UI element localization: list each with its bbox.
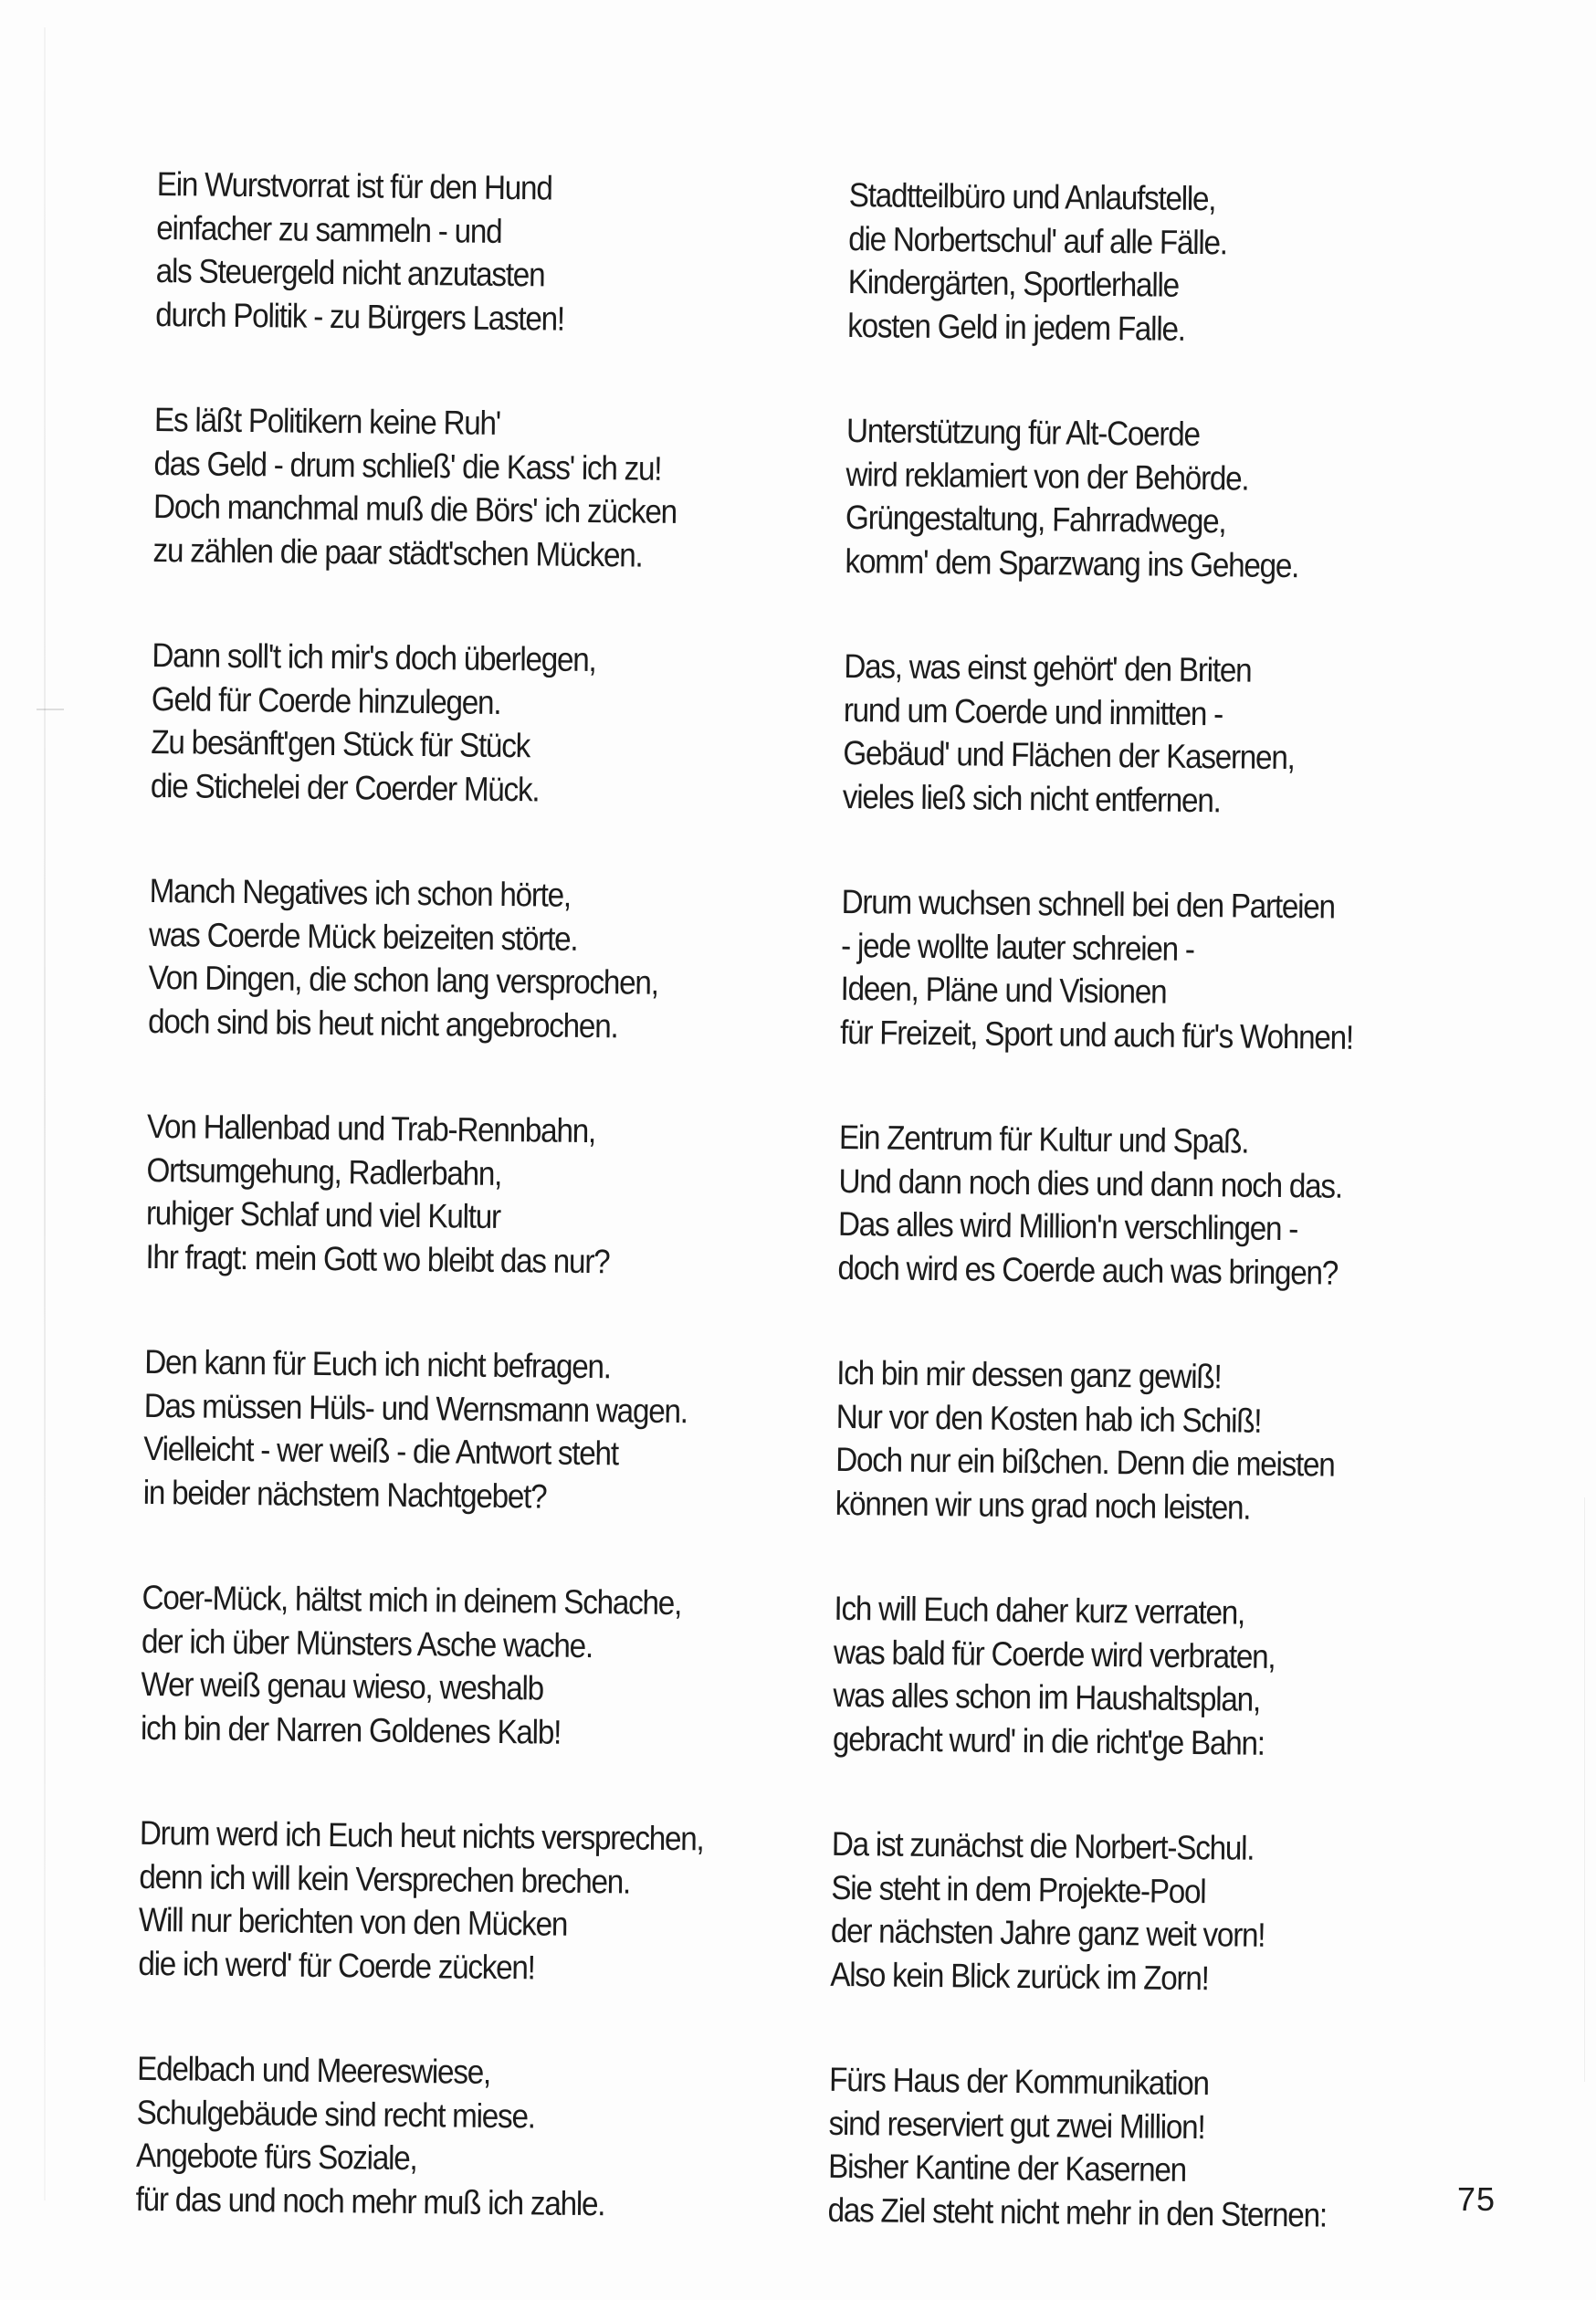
stanza [143, 1340, 803, 1521]
verse-line: Vielleicht - wer weiß - die Antwort steht [143, 1429, 619, 1473]
verse-line: Angebote fürs Soziale, [135, 2136, 417, 2178]
verse-line: Doch manchmal muß die Börs' ich zücken [152, 487, 677, 530]
verse-line: Ideen, Pläne und Visionen [840, 969, 1167, 1011]
verse-line: denn ich will kein Versprechen brechen. [139, 1857, 631, 1901]
stanza [827, 2058, 1486, 2239]
stanza [138, 1812, 797, 1992]
verse-line: doch wird es Coerde auch was bringen? [837, 1248, 1339, 1292]
verse-line: das Geld - drum schließ' die Kass' ich zu! [153, 444, 662, 488]
verse-line: Grüngestaltung, Fahrradwege, [845, 498, 1226, 541]
right-poem-column [827, 173, 1507, 2300]
verse-line: was alles schon im Haushaltsplan, [833, 1675, 1261, 1718]
verse-line: Manch Negatives ich schon hörte, [149, 871, 572, 914]
stanza [141, 1576, 800, 1757]
verse-line: zu zählen die paar städt'schen Mücken. [152, 530, 643, 574]
verse-line: in beider nächstem Nachtgebet? [142, 1473, 547, 1516]
verse-line: Von Dingen, die schon lang versprochen, [148, 958, 658, 1002]
verse-line: die Stichelei der Coerder Mück. [150, 766, 540, 808]
stanza [847, 173, 1507, 354]
left-poem-column [135, 163, 814, 2289]
stanza [835, 1351, 1495, 1532]
verse-line: Will nur berichten von den Mücken [138, 1900, 568, 1943]
verse-line: Stadtteilbüro und Anlaufstelle, [848, 175, 1216, 218]
verse-line: Ich bin mir dessen ganz gewiß! [836, 1353, 1222, 1396]
verse-line: Unterstützung für Alt-Coerde [845, 411, 1200, 454]
verse-line: durch Politik - zu Bürgers Lasten! [155, 295, 565, 338]
verse-line: der nächsten Jahre ganz weit vorn! [830, 1911, 1265, 1954]
verse-line: Das alles wird Million'n verschlingen - [837, 1204, 1298, 1248]
verse-line: Also kein Blick zurück im Zorn! [830, 1955, 1209, 1997]
verse-line: Von Hallenbad und Trab-Rennbahn, [146, 1107, 596, 1150]
verse-line: Dann soll't ich mir's doch überlegen, [152, 635, 596, 679]
verse-line: der ich über Münsters Asche wache. [141, 1622, 593, 1665]
verse-line: Doch nur ein bißchen. Denn die meisten [835, 1440, 1335, 1484]
verse-line: Zu besänft'gen Stück für Stück [151, 722, 530, 765]
verse-line: kosten Geld in jedem Falle. [847, 306, 1185, 348]
verse-line: sind reserviert gut zwei Million! [828, 2104, 1205, 2146]
verse-line: Ich will Euch daher kurz verraten, [834, 1589, 1245, 1632]
stanza [837, 1116, 1496, 1297]
verse-line: die Norbertschul' auf alle Fälle. [848, 219, 1228, 261]
verse-line: was bald für Coerde wird verbraten, [833, 1633, 1276, 1675]
verse-line: Ein Wurstvorrat ist für den Hund [156, 164, 552, 207]
verse-line: Da ist zunächst die Norbert-Schul. [831, 1824, 1255, 1867]
verse-line: was Coerde Mück beizeiten störte. [148, 915, 578, 958]
stanza [840, 880, 1499, 1061]
stanza [148, 869, 807, 1050]
verse-line: Ihr fragt: mein Gott wo bleibt das nur? [145, 1237, 610, 1280]
stanza [152, 398, 812, 579]
stanza [833, 1587, 1492, 1768]
verse-line: können wir uns grad noch leisten. [835, 1484, 1251, 1527]
verse-line: Fürs Haus der Kommunikation [828, 2060, 1210, 2103]
verse-line: Geld für Coerde hinzulegen. [151, 679, 501, 721]
verse-line: das Ziel steht nicht mehr in den Sternen: [827, 2190, 1328, 2234]
verse-line: Den kann für Euch ich nicht befragen. [144, 1342, 612, 1386]
verse-line: Drum werd ich Euch heut nichts versprechen, [139, 1813, 704, 1858]
page-number: 75 [1457, 2180, 1496, 2218]
stanza [843, 645, 1502, 825]
verse-line: komm' dem Sparzwang ins Gehege. [845, 541, 1299, 584]
verse-line: Nur vor den Kosten hab ich Schiß! [835, 1397, 1262, 1440]
verse-line: ruhiger Schlaf und viel Kultur [145, 1193, 501, 1235]
verse-line: Wer weiß genau wieso, weshalb [141, 1665, 544, 1707]
verse-line: Das, was einst gehört' den Briten [844, 646, 1252, 689]
verse-line: doch sind bis heut nicht angebrochen. [147, 1002, 618, 1045]
verse-line: wird reklamiert von der Behörde. [845, 455, 1249, 498]
stanza [845, 409, 1504, 590]
verse-line: Coer-Mück, hältst mich in deinem Schache, [142, 1578, 682, 1623]
verse-line: gebracht wurd' in die richt'ge Bahn: [832, 1719, 1265, 1762]
verse-line: für Freizeit, Sport und auch für's Wohnen! [839, 1013, 1354, 1056]
verse-line: Ortsumgehung, Radlerbahn, [146, 1150, 502, 1192]
verse-line: für das und noch mehr muß ich zahle. [135, 2179, 605, 2222]
stanza [151, 634, 810, 814]
verse-line: rund um Coerde und inmitten - [843, 690, 1223, 732]
verse-line: ich bin der Narren Goldenes Kalb! [140, 1708, 562, 1751]
verse-line: Edelbach und Meereswiese, [136, 2049, 491, 2091]
stanza [135, 2047, 794, 2228]
page-edge-shadow [44, 27, 46, 2200]
verse-line: Sie steht in dem Projekte-Pool [831, 1868, 1206, 1910]
verse-line: vieles ließ sich nicht entfernen. [842, 777, 1221, 819]
verse-line: - jede wollte lauter schreien - [840, 926, 1194, 968]
verse-line: Ein Zentrum für Kultur und Spaß. [838, 1118, 1249, 1161]
verse-line: Schulgebäude sind recht miese. [136, 2093, 535, 2135]
binding-mark [37, 709, 64, 710]
verse-line: einfacher zu sammeln - und [156, 208, 502, 250]
verse-line: Kindergärten, Sportlerhalle [847, 262, 1180, 304]
verse-line: Bisher Kantine der Kasernen [827, 2147, 1187, 2189]
stanza [155, 163, 814, 343]
verse-line: Das müssen Hüls- und Wernsmann wagen. [143, 1386, 688, 1430]
stanza [830, 1822, 1489, 2003]
verse-line: die ich werd' für Coerde zücken! [138, 1944, 535, 1986]
verse-line: Gebäud' und Flächen der Kasernen, [843, 733, 1295, 777]
verse-line: als Steuergeld nicht anzutasten [155, 251, 545, 294]
verse-line: Und dann noch dies und dann noch das. [838, 1161, 1343, 1205]
page-edge-shadow-right [1584, 1497, 1585, 2082]
stanza [145, 1105, 804, 1286]
verse-line: Es läßt Politikern keine Ruh' [153, 400, 501, 442]
verse-line: Drum wuchsen schnell bei den Parteien [841, 882, 1335, 926]
